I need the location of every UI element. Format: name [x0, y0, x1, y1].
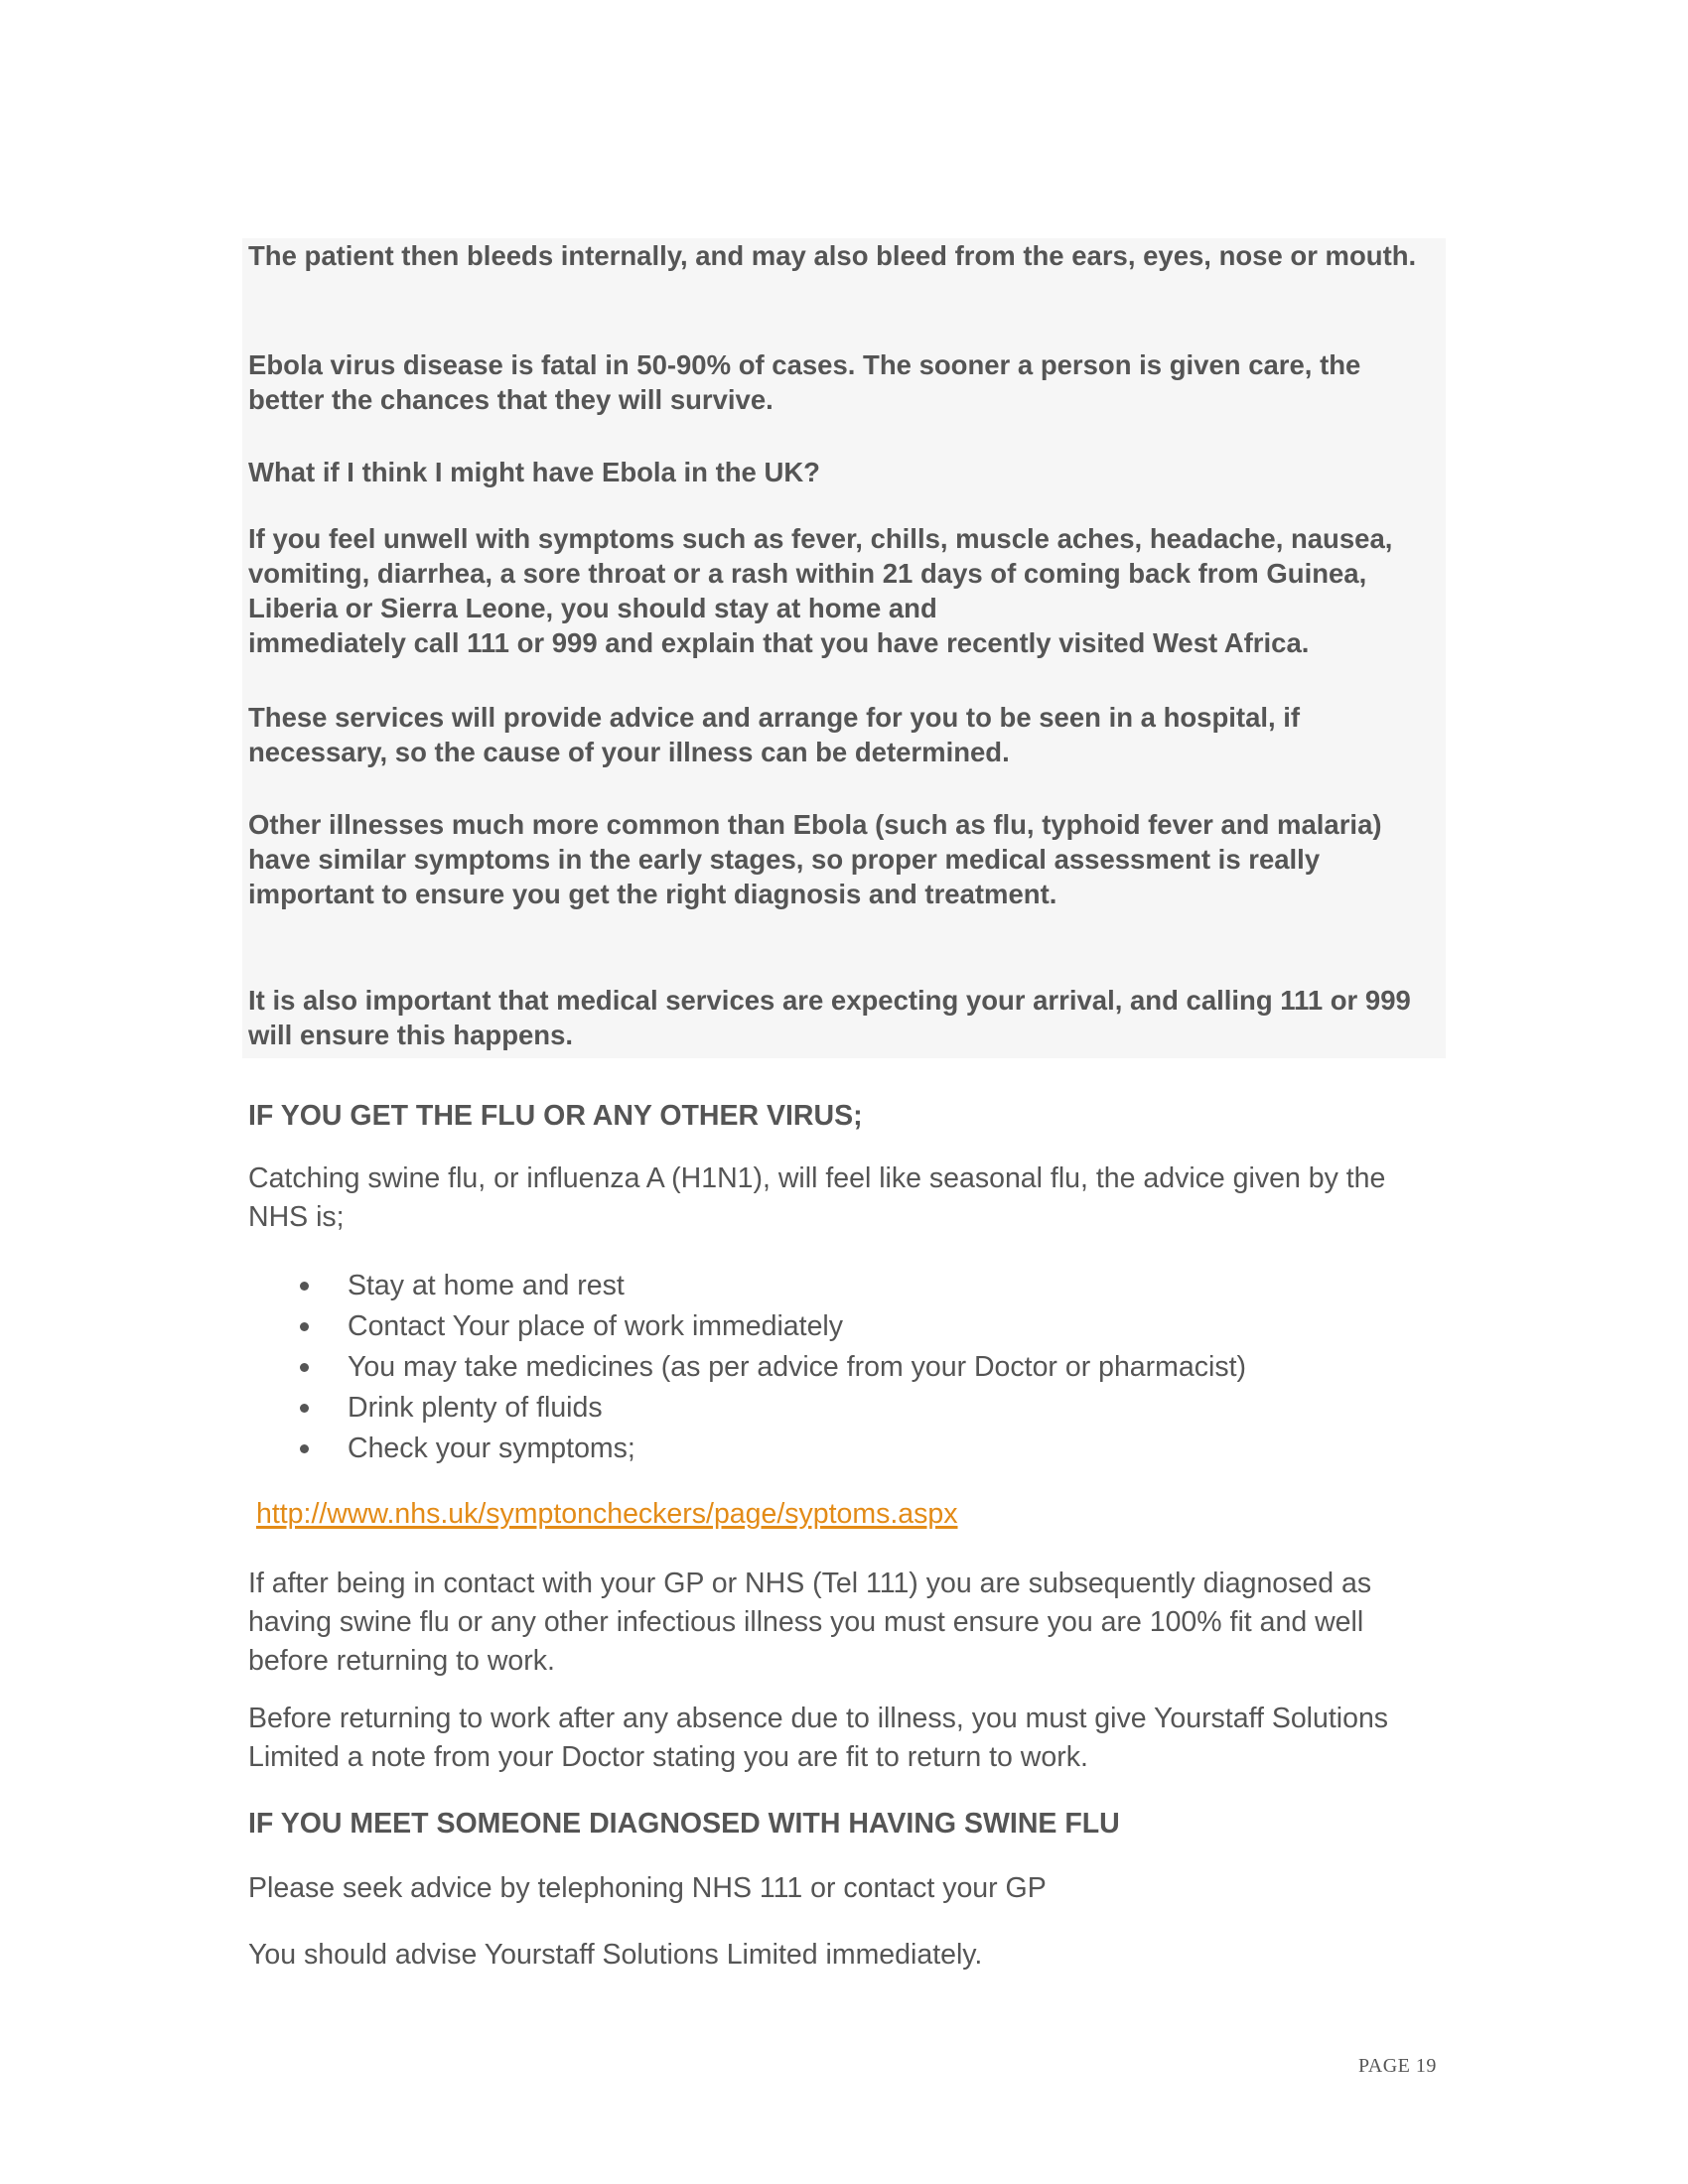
paragraph-expect-arrival: It is also important that medical services are expecting your arrival, and calling 111 or 999 will ensure this happens. — [248, 985, 1411, 1050]
bullet-icon — [300, 1282, 309, 1291]
list-item: Contact Your place of work immediately — [248, 1307, 1440, 1348]
list-item: Drink plenty of fluids — [248, 1389, 1440, 1430]
paragraph-call-services: immediately call 111 or 999 and explain that you have recently visited West Africa. — [248, 627, 1310, 658]
paragraph-return-note: Before returning to work after any absence due to illness, you must give Yourstaff Solutions Limited a note from your Doctor stating you are fit to return to work. — [248, 1703, 1389, 1773]
nhs-advice-list — [248, 1267, 1440, 1470]
page-number: PAGE 19 — [1358, 2055, 1437, 2077]
heading-meet-swine-flu: IF YOU MEET SOMEONE DIAGNOSED WITH HAVING SWINE FLU — [248, 1808, 1120, 1840]
paragraph-symptoms: If you feel unwell with symptoms such as fever, chills, muscle aches, headache, nausea, vomiting, diarrhea, a sore throat or a rash within 21 days of coming back from Guinea, Liberia or Sierra Leone, you should stay at home and — [248, 523, 1393, 623]
paragraph-after-diagnosis: If after being in contact with your GP or NHS (Tel 111) you are subsequently diagnosed as having swine flu or any other infectious illness you must ensure you are 100% fit and well before returning to work. — [248, 1568, 1372, 1677]
bullet-icon — [300, 1444, 309, 1453]
paragraph-notify-employer: You should advise Yourstaff Solutions Limited immediately. — [248, 1939, 983, 1971]
heading-flu-virus: IF YOU GET THE FLU OR ANY OTHER VIRUS; — [248, 1100, 863, 1132]
bullet-icon — [300, 1363, 309, 1372]
list-item: You may take medicines (as per advice from your Doctor or pharmacist) — [248, 1348, 1440, 1389]
paragraph-swine-flu-intro: Catching swine flu, or influenza A (H1N1), will feel like seasonal flu, the advice given by the NHS is; — [248, 1162, 1386, 1233]
bullet-icon — [300, 1322, 309, 1331]
nhs-symptom-checker-link[interactable]: http://www.nhs.uk/symptoncheckers/page/syptoms.aspx — [256, 1498, 958, 1530]
subheading-ebola-uk: What if I think I might have Ebola in the UK? — [248, 457, 820, 487]
paragraph-bleeding: The patient then bleeds internally, and may also bleed from the ears, eyes, nose or mouth. — [248, 240, 1417, 271]
paragraph-seek-advice: Please seek advice by telephoning NHS 111 or contact your GP — [248, 1872, 1047, 1904]
paragraph-fatality: Ebola virus disease is fatal in 50-90% of cases. The sooner a person is given care, the better the chances that they will survive. — [248, 349, 1361, 415]
paragraph-other-illnesses: Other illnesses much more common than Ebola (such as flu, typhoid fever and malaria) have similar symptoms in the early stages, so proper medical assessment is really important to ensure you get the right diagnosis and treatment. — [248, 809, 1382, 909]
list-item: Stay at home and rest — [248, 1267, 1440, 1307]
bullet-icon — [300, 1404, 309, 1413]
list-item: Check your symptoms; — [248, 1430, 1440, 1470]
paragraph-services-advice: These services will provide advice and arrange for you to be seen in a hospital, if necessary, so the cause of your illness can be determined. — [248, 702, 1301, 767]
